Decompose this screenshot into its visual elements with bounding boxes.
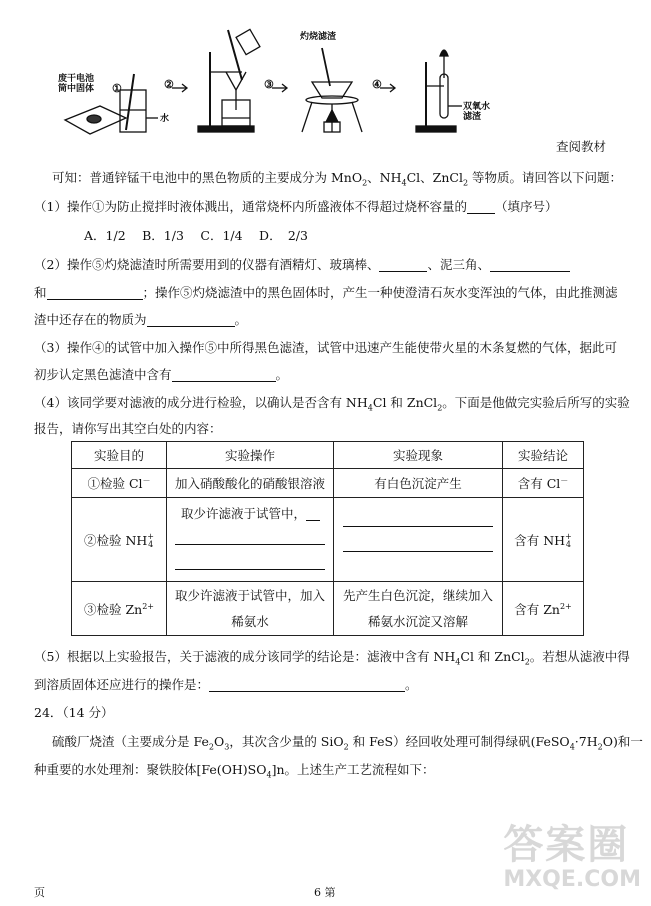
question-3-line-2: 初步认定黑色滤渣中含有 。 (34, 367, 289, 382)
intro-paragraph: 可知：普通锌锰干电池中的黑色物质的主要成分为 MnO$_2$、$NH_4Cl$、ZnCl$_2$ 等物质。请回答以下问题： (52, 170, 623, 188)
step-2-marker: ② (164, 78, 174, 91)
label-residue: 滤渣 (463, 112, 482, 122)
row2-op-blank-1[interactable] (306, 506, 320, 521)
row2-purpose: ②检验 NH+ 4 (72, 498, 167, 582)
row3-operation: 取少许滤液于试管中，加入 稀氨水 (167, 582, 334, 636)
label-cylinder-solid: 筒中固体 (58, 84, 95, 94)
question-24-title: 24．（14 分） (34, 705, 114, 720)
label-h2o2: 双氧水 (463, 102, 491, 112)
question-2-line-2: 和 ；操作⑤灼烧滤渣中的黑色固体时，产生一种使澄清石灰水变浑浊的气体，由此推测滤 (34, 285, 618, 300)
beaker-1 (120, 90, 146, 132)
table-row (72, 582, 584, 636)
row1-phenomenon: 有白色沉淀产生 (334, 469, 503, 498)
q3-blank[interactable] (172, 367, 276, 382)
row2-op-blank-2[interactable] (175, 530, 325, 545)
apparatus-drawing (60, 22, 490, 140)
question-24-line-2: 种重要的水处理剂：聚铁胶体$[Fe(OH)SO_4]n$。上述生产工艺流程如下： (34, 762, 435, 780)
apparatus-diagram (60, 22, 490, 140)
row2-operation: 取少许滤液于试管中， (167, 498, 334, 582)
experiment-report-table (71, 441, 584, 636)
table-row (72, 498, 584, 582)
row3-purpose: ③检验 $Zn^{2+}$ (72, 582, 167, 636)
question-2-line-1: （2）操作⑤灼烧滤渣时所需要用到的仪器有酒精灯、玻璃棒、 、泥三角、 (34, 255, 570, 273)
header-operation: 实验操作 (167, 442, 334, 469)
q2-blank-1[interactable] (379, 257, 427, 272)
question-5-line-1: （5）根据以上实验报告，关于滤液的成分该同学的结论是：滤液中含有 $NH_4Cl$ 和 ZnCl$_2$。若想从滤液中得 (34, 649, 630, 667)
label-water: 水 (160, 114, 170, 124)
step-3-marker: ③ (264, 78, 274, 91)
question-1-options: A．1∕2 B．1∕3 C．1∕4 D． 2∕3 (84, 228, 308, 243)
q2-blank-2[interactable] (490, 257, 570, 272)
question-2-line-3: 渣中还存在的物质为 。 (34, 312, 248, 327)
q5-blank[interactable] (209, 677, 405, 692)
table-header-row (72, 442, 584, 469)
q2-blank-4[interactable] (147, 312, 235, 327)
label-burn-residue: 灼烧滤渣 (300, 32, 337, 42)
label-waste-battery: 废干电池 (58, 74, 95, 84)
row1-conclusion: 含有 Cl－ (503, 469, 584, 498)
question-5-line-2: 到溶质固体还应进行的操作是： 。 (34, 677, 418, 692)
page-number: 6 第 (314, 886, 336, 899)
header-purpose: 实验目的 (72, 442, 167, 469)
question-4-line-2: 报告，请你写出其空白处的内容： (34, 421, 222, 436)
row3-conclusion: 含有 $Zn^{2+}$ (503, 582, 584, 636)
footer-left: 页 (34, 886, 45, 899)
row1-operation: 加入硝酸酸化的硝酸银溶液 (167, 469, 334, 498)
row2-phen-blank-1[interactable] (343, 512, 493, 527)
row3-phenomenon: 先产生白色沉淀，继续加入 稀氨水沉淀又溶解 (334, 582, 503, 636)
header-phenomenon: 实验现象 (334, 442, 503, 469)
row2-op-blank-3[interactable] (175, 555, 325, 570)
header-conclusion: 实验结论 (503, 442, 584, 469)
table-row (72, 469, 584, 498)
step-4-marker: ④ (372, 78, 382, 91)
q2-blank-3[interactable] (47, 285, 143, 300)
q1-answer-blank[interactable] (467, 199, 495, 214)
question-24-line-1: 硫酸厂烧渣（主要成分是 $Fe_2O_3$，其次含少量的 SiO$_2$ 和 FeS）经回收处理可制得绿矾$(FeSO_4\cdot 7H_2O)$和一 (52, 734, 643, 752)
row2-phen-blank-2[interactable] (343, 537, 493, 552)
row2-phenomenon (334, 498, 503, 582)
row2-conclusion: 含有 NH+ 4 (503, 498, 584, 582)
step-1-marker: ① (112, 82, 122, 95)
reference-note: 查阅教材 (556, 139, 607, 154)
question-1: （1）操作①为防止搅拌时液体溅出，通常烧杯内所盛液体不得超过烧杯容量的 （填序号） (34, 199, 558, 214)
question-4-line-1: （4）该同学要对滤液的成分进行检验，以确认是否含有 $NH_4Cl$ 和 ZnCl$_2$。下面是他做完实验后所写的实验 (34, 395, 630, 413)
question-3-line-1: （3）操作④的试管中加入操作⑤中所得黑色滤渣，试管中迅速产生能使带火星的木条复燃的气体，据此可 (34, 340, 617, 355)
row1-purpose: ①检验 Cl－ (72, 469, 167, 498)
watermark-logo: 答案圈 MXQE.COM (503, 822, 641, 892)
